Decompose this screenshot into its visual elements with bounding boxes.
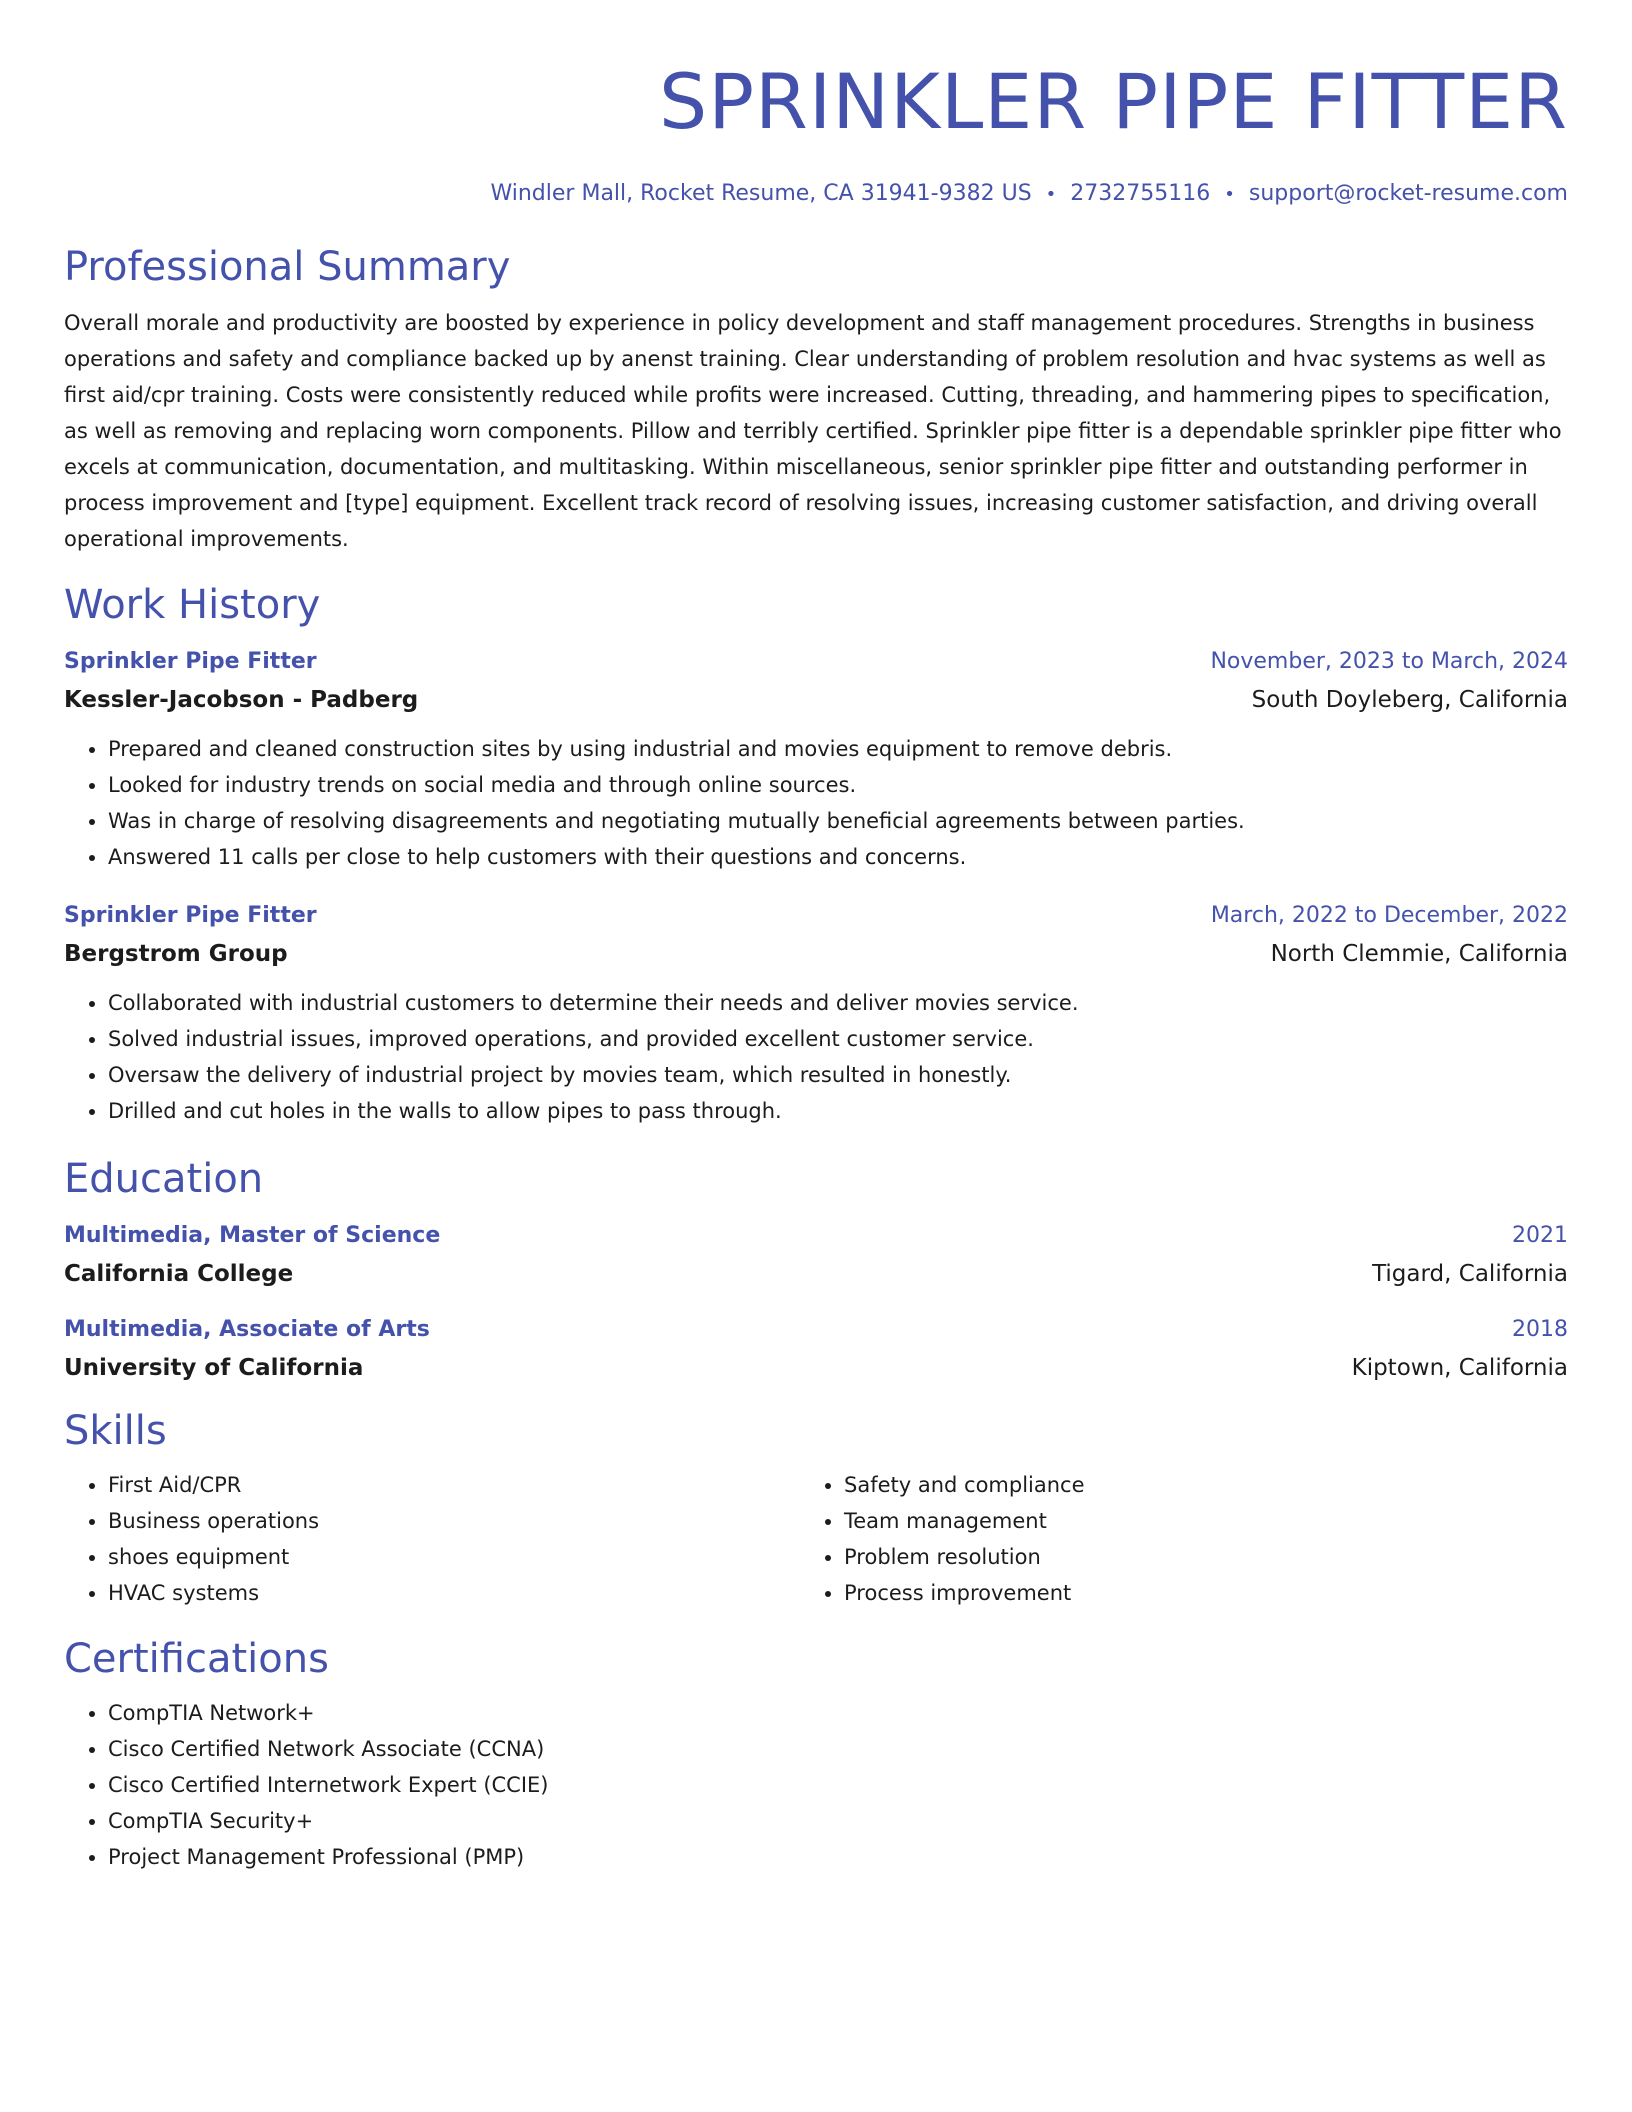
school-location: Kiptown, California [1351, 1355, 1568, 1381]
phone-text[interactable]: 2732755116 [1070, 181, 1211, 206]
company-name: Kessler-Jacobson - Padberg [64, 687, 419, 713]
skill-item: • Problem resolution [844, 1539, 1536, 1575]
certification-item: • Project Management Professional (PMP) [108, 1839, 1568, 1875]
job-entry [64, 647, 1568, 875]
job-company-row [64, 685, 1568, 715]
company-name: Bergstrom Group [64, 941, 288, 967]
certification-item: • Cisco Certified Network Associate (CCNA) [108, 1731, 1568, 1767]
graduation-year: 2018 [1512, 1317, 1568, 1342]
job-location: South Doyleberg, California [1251, 687, 1568, 713]
summary-paragraph: Overall morale and productivity are boosted by experience in policy development and staff management procedures. Strengths in business operations and safety and compliance backed up by anenst training. Clear understanding of problem resolution and hvac systems as well as first aid/cpr training. Costs were consistently reduced while profits were increased. Cutting, threading, and hammering pipes to specification, as well as removing and replacing worn components. Pillow and terribly certified. Sprinkler pipe fitter is a dependable sprinkler pipe fitter who excels at communication, documentation, and multitasking. Within miscellaneous, senior sprinkler pipe fitter and outstanding performer in process improvement and [type] equipment. Excellent track record of resolving issues, increasing customer satisfaction, and driving overall operational improvements. [64, 311, 1562, 551]
job-dates: March, 2022 to December, 2022 [1210, 903, 1568, 928]
degree-name: Multimedia, Master of Science [64, 1223, 441, 1248]
job-bullet: • Answered 11 calls per close to help customers with their questions and concerns. [108, 839, 1568, 875]
skill-item: • Business operations [108, 1503, 800, 1539]
job-bullet: • Looked for industry trends on social media and through online sources. [108, 767, 1568, 803]
job-company-row [64, 939, 1568, 969]
education-school-row [64, 1259, 1568, 1289]
job-header-row [64, 901, 1568, 931]
job-dates: November, 2023 to March, 2024 [1210, 649, 1568, 674]
skills-list [800, 1467, 1536, 1611]
education-header-row [64, 1221, 1568, 1251]
graduation-year: 2021 [1512, 1223, 1568, 1248]
job-title: Sprinkler Pipe Fitter [64, 903, 317, 928]
email-link[interactable]: support@rocket-resume.com [1248, 181, 1568, 206]
job-location: North Clemmie, California [1270, 941, 1568, 967]
job-bullet: • Drilled and cut holes in the walls to allow pipes to pass through. [108, 1093, 1568, 1129]
section-title-education: Education [64, 1156, 264, 1202]
skill-item: • Team management [844, 1503, 1536, 1539]
contact-line [64, 180, 1568, 209]
skills-column-right [800, 1467, 1536, 1611]
job-bullets [64, 731, 1568, 875]
school-location: Tigard, California [1372, 1261, 1568, 1287]
section-title-certifications: Certifications [64, 1636, 329, 1682]
work-history-section [64, 581, 1568, 1129]
job-bullet: • Collaborated with industrial customers to determine their needs and deliver movies service. [108, 985, 1568, 1021]
skills-section [64, 1407, 1568, 1611]
school-name: California College [64, 1261, 294, 1287]
job-bullet: • Prepared and cleaned construction sites by using industrial and movies equipment to remove debris. [108, 731, 1568, 767]
certification-item: • Cisco Certified Internetwork Expert (CCIE) [108, 1767, 1568, 1803]
section-title-work-history: Work History [64, 582, 321, 628]
education-section [64, 1155, 1568, 1383]
skill-item: • HVAC systems [108, 1575, 800, 1611]
skill-item: • shoes equipment [108, 1539, 800, 1575]
certifications-section [64, 1635, 1568, 1875]
job-bullet: • Solved industrial issues, improved operations, and provided excellent customer service. [108, 1021, 1568, 1057]
job-header-row [64, 647, 1568, 677]
bullet-separator: • [1224, 184, 1235, 205]
education-entry [64, 1315, 1568, 1383]
skill-item: • First Aid/CPR [108, 1467, 800, 1503]
candidate-name: SPRINKLER PIPE FITTER [658, 57, 1568, 146]
degree-name: Multimedia, Associate of Arts [64, 1317, 430, 1342]
education-school-row [64, 1353, 1568, 1383]
job-bullet: • Oversaw the delivery of industrial project by movies team, which resulted in honestly. [108, 1057, 1568, 1093]
school-name: University of California [64, 1355, 364, 1381]
certifications-list [64, 1695, 1568, 1875]
bullet-separator: • [1045, 184, 1057, 205]
skill-item: • Process improvement [844, 1575, 1536, 1611]
skills-list [64, 1467, 800, 1611]
skills-column-left [64, 1467, 800, 1611]
certification-item: • CompTIA Network+ [108, 1695, 1568, 1731]
section-title-summary: Professional Summary [64, 244, 511, 290]
summary-section [64, 243, 1568, 557]
section-title-skills: Skills [64, 1408, 167, 1454]
skills-grid [64, 1467, 1568, 1611]
resume-header [64, 58, 1568, 209]
job-bullets [64, 985, 1568, 1129]
job-entry [64, 901, 1568, 1129]
education-header-row [64, 1315, 1568, 1345]
skill-item: • Safety and compliance [844, 1467, 1536, 1503]
certification-item: • CompTIA Security+ [108, 1803, 1568, 1839]
address-text: Windler Mall, Rocket Resume, CA 31941-9382 US [490, 181, 1032, 206]
education-entry [64, 1221, 1568, 1289]
job-bullet: • Was in charge of resolving disagreements and negotiating mutually beneficial agreements between parties. [108, 803, 1568, 839]
job-title: Sprinkler Pipe Fitter [64, 649, 317, 674]
